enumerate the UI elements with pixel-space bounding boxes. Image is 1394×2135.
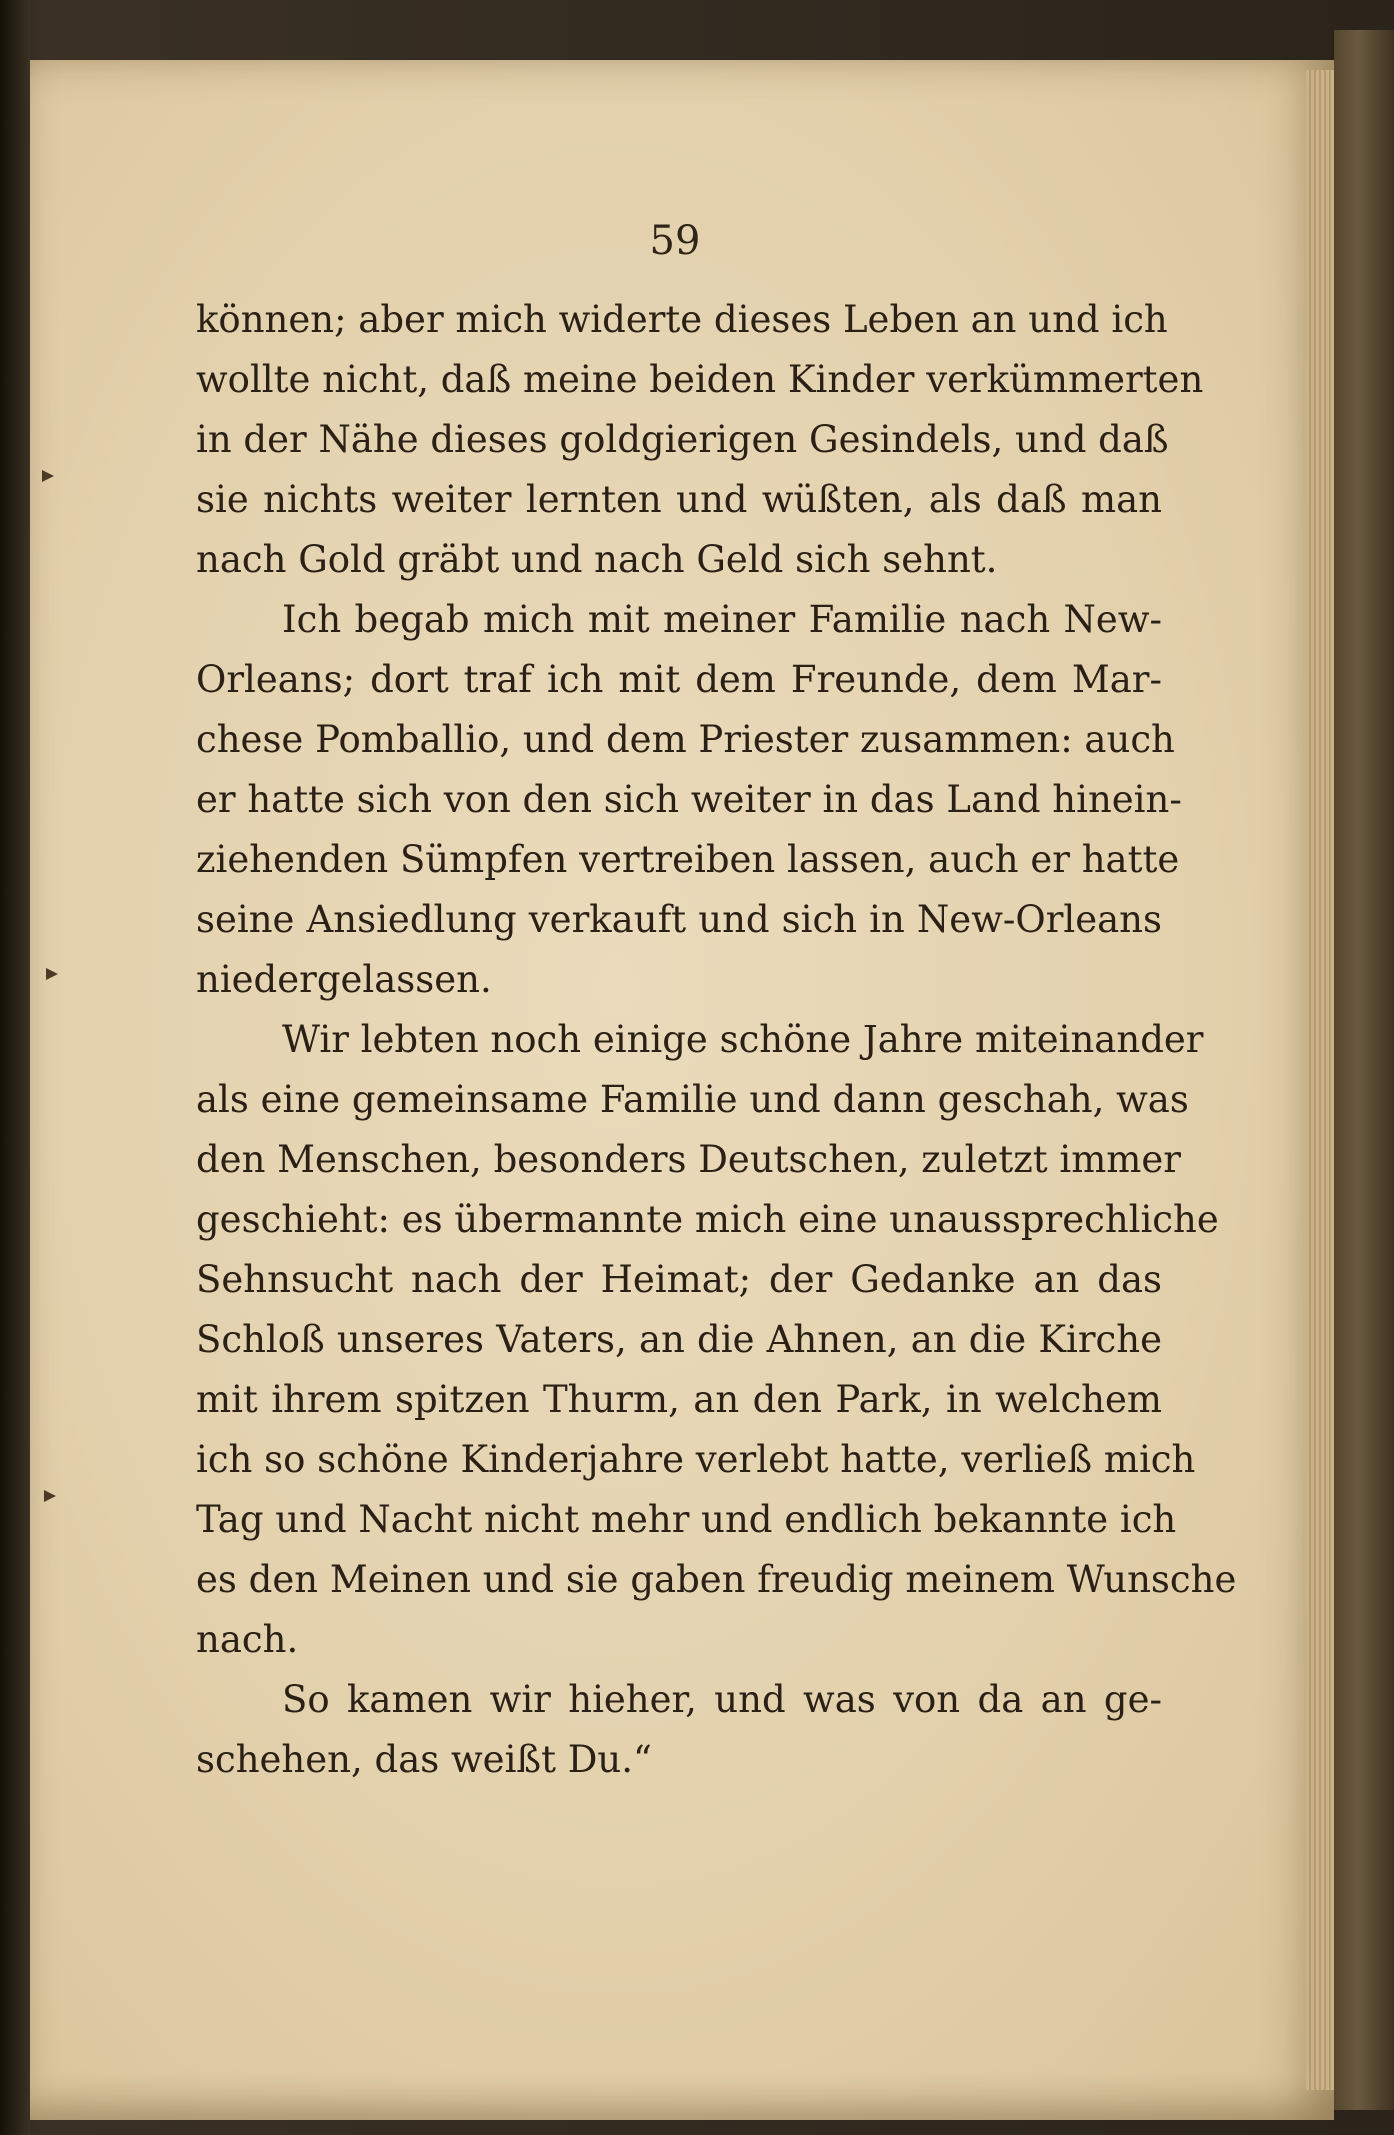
text-line: chese Pomballio, und dem Priester zusammen: auch [196, 718, 1175, 761]
binding-edge [0, 0, 30, 2135]
text-line: Sehnsucht nach der Heimat; der Gedanke an das [196, 1258, 1162, 1301]
margin-mark [46, 968, 58, 980]
margin-mark [44, 1490, 56, 1502]
margin-mark [42, 470, 54, 482]
paragraph [196, 290, 1204, 590]
text-line: ich so schöne Kinderjahre verlebt hatte, verließ mich [196, 1438, 1196, 1481]
paragraph [196, 590, 1182, 1010]
text-line: nach. [196, 1618, 299, 1661]
paragraph [196, 1670, 1162, 1790]
text-line: es den Meinen und sie gaben freudig meinem Wunsche [196, 1558, 1237, 1601]
text-line: Wir lebten noch einige schöne Jahre miteinander [282, 1018, 1204, 1061]
text-line: können; aber mich widerte dieses Leben an und ich [196, 298, 1168, 341]
text-line: in der Nähe dieses goldgierigen Gesindels, und daß [196, 418, 1169, 461]
text-line: mit ihrem spitzen Thurm, an den Park, in welchem [196, 1378, 1162, 1421]
text-line: er hatte sich von den sich weiter in das Land hinein- [196, 778, 1182, 821]
text-line: seine Ansiedlung verkauft und sich in New-Orleans [196, 898, 1162, 941]
text-line: Schloß unseres Vaters, an die Ahnen, an die Kirche [196, 1318, 1162, 1361]
page-stack-edge [1306, 70, 1334, 2090]
body-text [196, 290, 1237, 1790]
text-line: Orleans; dort traf ich mit dem Freunde, dem Mar- [196, 658, 1162, 701]
paragraph [196, 1010, 1237, 1670]
text-line: ziehenden Sümpfen vertreiben lassen, auch er hatte [196, 838, 1180, 881]
text-line: schehen, das weißt Du.“ [196, 1738, 652, 1781]
text-line: sie nichts weiter lernten und wüßten, als daß man [196, 478, 1162, 521]
text-line: nach Gold gräbt und nach Geld sich sehnt. [196, 538, 998, 581]
text-line: Tag und Nacht nicht mehr und endlich bekannte ich [196, 1498, 1177, 1541]
text-line: niedergelassen. [196, 958, 492, 1001]
text-line: Ich begab mich mit meiner Familie nach New- [282, 598, 1162, 641]
text-line: So kamen wir hieher, und was von da an ge- [282, 1678, 1162, 1721]
page-number: 59 [649, 218, 701, 264]
text-line: als eine gemeinsame Familie und dann geschah, was [196, 1078, 1189, 1121]
text-line: wollte nicht, daß meine beiden Kinder verkümmerten [196, 358, 1204, 401]
text-line: geschieht: es übermannte mich eine unaussprechliche [196, 1198, 1219, 1241]
book-cover-edge [1332, 30, 1394, 2110]
text-line: den Menschen, besonders Deutschen, zuletzt immer [196, 1138, 1181, 1181]
